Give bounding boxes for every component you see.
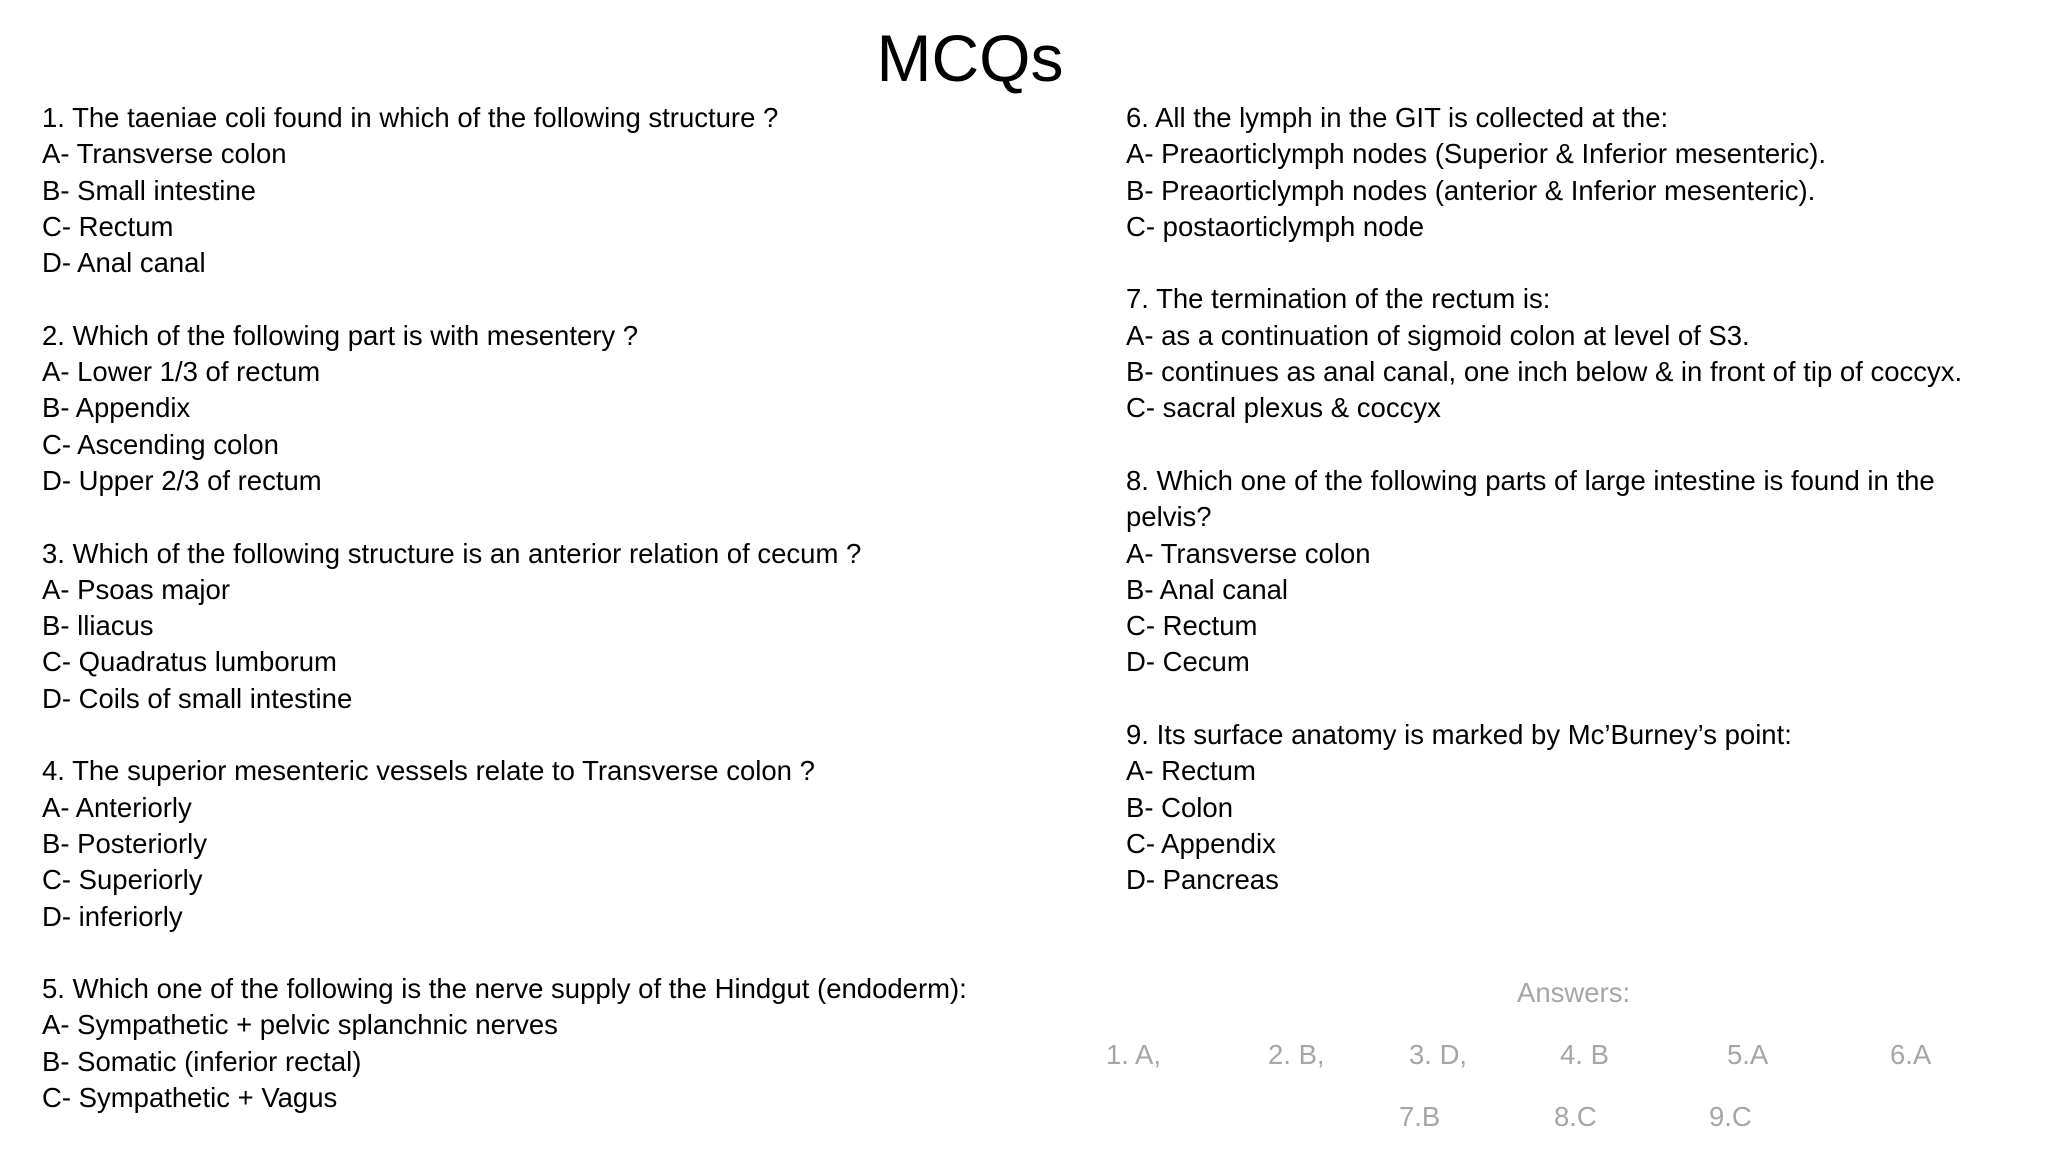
question-text: 4. The superior mesenteric vessels relate to Transverse colon ? [42,755,815,787]
question-text: 1. The taeniae coli found in which of the following structure ? [42,102,779,133]
option-c: C- Appendix [1126,827,1276,859]
question-7 [1126,281,2006,426]
option-d: D- Cecum [1126,646,1250,678]
option-a: A- Lower 1/3 of rectum [42,356,321,388]
option-a: A- Anteriorly [42,791,192,823]
question-text: 3. Which of the following structure is an anterior relation of cecum ? [42,537,862,569]
option-a: A- Transverse colon [42,138,287,170]
option-c: C- sacral plexus & coccyx [1126,392,1441,424]
question-2 [42,318,1082,499]
left-question-column [42,100,1082,1116]
option-a: A- Rectum [1126,755,1256,787]
right-question-column [1126,100,2006,899]
answer-5: 5.A [1727,1039,1769,1070]
question-text: 7. The termination of the rectum is: [1126,283,1551,315]
option-b: B- Small intestine [42,174,256,206]
option-c: C- Ascending colon [42,428,279,460]
answers-heading: Answers: [1517,977,1631,1008]
option-b: B- Appendix [42,392,191,424]
option-b: B- Posteriorly [42,827,208,859]
answer-4: 4. B [1560,1039,1609,1070]
option-c: C- Superiorly [42,864,203,896]
option-a: A- Preaorticlymph nodes (Superior & Inferior mesenteric). [1126,138,1826,170]
option-a: A- Psoas major [42,573,230,605]
option-a: A- Transverse colon [1126,537,1371,569]
option-c: C- postaorticlymph node [1126,210,1425,242]
option-a: A- as a continuation of sigmoid colon at level of S3. [1126,319,1750,351]
option-b: B- Preaorticlymph nodes (anterior & Inferior mesenteric). [1126,174,1816,206]
option-c: C- Quadratus lumborum [42,646,337,678]
option-b: B- lliacus [42,610,154,642]
option-d: D- Pancreas [1126,864,1279,896]
answer-6: 6.A [1890,1039,1932,1070]
option-d: D- Coils of small intestine [42,682,353,714]
option-c: C- Sympathetic + Vagus [42,1082,338,1114]
answer-1: 1. A, [1106,1039,1162,1070]
question-text: 5. Which one of the following is the nerve supply of the Hindgut (endoderm): [42,973,967,1005]
answers-section [1090,975,1990,1145]
question-6 [1126,100,2006,245]
question-3 [42,536,1082,717]
option-a: A- Sympathetic + pelvic splanchnic nerves [42,1009,558,1041]
option-b: B- continues as anal canal, one inch below & in front of tip of coccyx. [1126,356,1963,388]
option-d: D- Anal canal [42,247,206,279]
question-text: 9. Its surface anatomy is marked by Mc’Burney’s point: [1126,719,1792,751]
answer-2: 2. B, [1268,1039,1325,1070]
option-d: D- Upper 2/3 of rectum [42,464,322,496]
option-c: C- Rectum [42,210,174,242]
option-c: C- Rectum [1126,610,1258,642]
answer-8: 8.C [1554,1101,1597,1132]
option-d: D- inferiorly [42,900,183,932]
answer-9: 9.C [1709,1101,1752,1132]
question-text: 6. All the lymph in the GIT is collected at the: [1126,102,1669,133]
question-1 [42,100,1082,281]
question-text: 2. Which of the following part is with mesentery ? [42,319,639,351]
option-b: B- Somatic (inferior rectal) [42,1045,362,1077]
question-4 [42,753,1082,934]
option-b: B- Anal canal [1126,573,1289,605]
answer-7: 7.B [1399,1101,1441,1132]
answer-3: 3. D, [1409,1039,1468,1070]
question-text: 8. Which one of the following parts of large intestine is found in the pelvis? [1126,464,1935,533]
question-8 [1126,463,2006,681]
question-5 [42,971,1082,1116]
option-b: B- Colon [1126,791,1233,823]
slide-title: MCQs [876,21,1064,95]
question-9 [1126,717,2006,898]
